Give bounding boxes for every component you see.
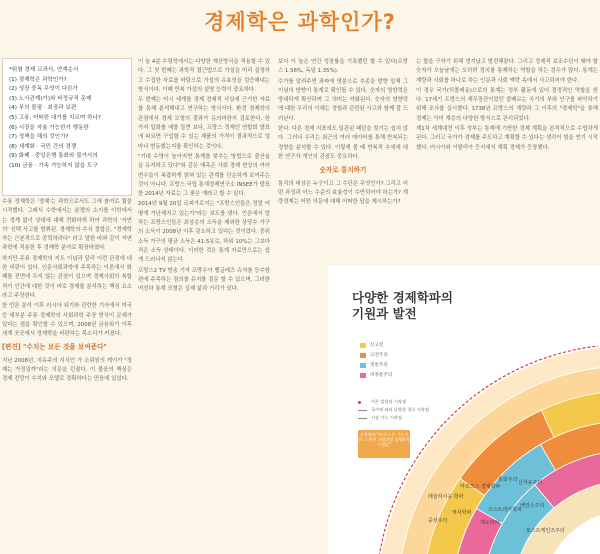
timeline-key-label: 국가에 따라 다양한 경로 시작점	[371, 407, 429, 412]
school-label: 포스트케인즈주의	[526, 528, 565, 534]
timeline-marker-icon	[358, 418, 367, 419]
section-subheading: 숫자로 통치하기	[319, 166, 367, 175]
infographic-title	[352, 290, 453, 322]
legend-label: 비정통주의	[370, 373, 393, 378]
infographic-title-line-2: 기원과 발전	[352, 306, 417, 321]
legend-swatch	[360, 363, 366, 368]
paragraph: "기대 수명이 높아지면 통계를 맞추는 방법으로 출산율을 유지하고 있다"와 같은 예측은 사회 경제 현상의 여러 변수들이 복잡하게 얽혀 있는 관계를 단순하게 보여주는 것이 아니다. 프랑스 국립 통계경제연구소 INSEE가 발표한 2014년 자료는 그 좋은 예라고 할 수 있다.	[138, 153, 270, 198]
toc-item: (1) 경제학은 과학인가?	[9, 76, 67, 83]
paragraph: 지난 2008년, 지유주의 지식인 가 소위원의 게이가 "경제는 가정일까"라는 의문을 던졌다. 이 물음의 핵심은 경제 전망이 수치와 모델로 정확하다는 믿음에 있었다.	[2, 357, 132, 383]
legend-item	[360, 360, 392, 370]
toc-item: (3) 노사관계(가)와 비정규직 문제	[9, 95, 92, 102]
article-column-3	[278, 58, 408, 258]
timeline-key-item	[358, 414, 429, 422]
school-label: 레귤라시옹 학파	[428, 494, 464, 500]
school-label: 신자유주의	[518, 480, 543, 486]
toc-item: (9) 화폐 · 중앙은행 통화와 불가사의	[9, 153, 98, 160]
toc-item: (2) 성장 중독 무엇이 다른가	[9, 86, 79, 93]
infographic-title-line-1: 다양한 경제학파의	[352, 290, 453, 305]
school-label: 케인스주의	[520, 503, 545, 509]
paragraph: 한다. 다른 경제 지표에도 일관된 패턴을 찾기는 쉽지 않다. 그러나 우리는 최근의 여러 데이터를 통해 반복되는 경향을 분석할 수 있다. 이렇게 볼 때 반복적 추세에 대한 연구자 개인의 관점도 중요하다.	[278, 126, 408, 160]
timeline-marker-icon	[358, 410, 367, 411]
legend-swatch	[360, 343, 366, 348]
toc-item: *위험 경제 교과서, 연재순서	[9, 67, 79, 73]
timeline-key-label: 시장 가능 시작점	[371, 415, 402, 420]
paragraph: 프랑스2 TV 방송 기자 프랑수아 벨글레즈 슈자를 등수함편에 주목하는 점의를 유지를 질문 할 수 있으며, 그러한 여전하 통계 모형은 실제 삶과 거리가 있다.	[138, 267, 270, 293]
paragraph: 제1차 세계대전 이후 정부는 통계에 기반한 경제 계획을 본격적으로 수립하게 된다. 그러고 국가가 경제를 주도하고 계획할 수 있다는 생각이 힘을 얻기 시작했다. 러시아와 이탈리아 등지에서 계획 경제가 등장했다.	[416, 126, 598, 151]
legend-item	[360, 350, 392, 360]
legend-label: 신고전	[370, 343, 384, 348]
legend	[360, 340, 392, 380]
toc-item: (4) 부의 불평 · 최장과 보편	[9, 105, 77, 112]
paragraph: 수가를 알려주면 좌파에 명분으로 추종을 발향 일체 그 이념의 방향이 통계로 확인될 수 있다. 숫자의 영향력은 방대하게 확산되며 그 의미는 약화된다. 숫자의 영향력에 대한 우리의 이해는 경험과 관련된 사고와 함께 잘 드러난다.	[278, 78, 408, 122]
series-toc-box	[2, 58, 132, 196]
toc-item: (7) 정책을 해의 것인가?	[9, 134, 69, 141]
toc-item: (6) 시장을 자율 가능한가 행동한	[9, 124, 89, 131]
article-column-2	[138, 58, 270, 554]
timeline-key-item	[358, 398, 429, 406]
origin-box: 고전학과 "토지·노동 가능성과 그 원전 국립과정 경제학자 수정들"	[358, 430, 410, 458]
timeline-marker-icon	[358, 401, 361, 404]
school-label: 통화주의	[498, 477, 518, 483]
legend-item	[360, 370, 392, 380]
school-label: 오스트리아학파	[488, 507, 522, 513]
paragraph: 한 언론 분석 이후 러시아 위기와 관련한 기사에서 미국 등 대부분 주류 경제학의 사회과학 주장 방식이 문제가 있다는 점을 확인할 수 있으며, 2008년 금융위기 이후 세계 곳곳에서 경제학을 비판하는 목소리가 커졌다.	[2, 303, 132, 338]
paragraph: 이 늘 4분 수렴학에서는 다양한 계산방식을 적용할 수 있다. 그 첫 번째는 과학적 접근법으로 가설을 미리 설정하고 수집한 자료를 바탕으로 가설의 유효성을 검증해내는 방식이다. 이때 반복 가설의 설명 능력이 중요하다.	[138, 59, 270, 93]
toc-item: (10) 금융 · 가속 가능하지 않을 도구	[9, 162, 98, 169]
legend-item	[360, 340, 392, 350]
legend-label: 정통주의	[370, 363, 388, 368]
school-label: 제도학파	[480, 520, 500, 526]
toc-item: (8) 세계화 · 국민 간의 경쟁	[9, 143, 77, 150]
school-label: 중상주의	[428, 518, 448, 524]
toc-item: (5) 고용, 어떠한 대가를 치르며 하나?	[9, 114, 101, 121]
timeline-key	[358, 398, 429, 422]
paragraph: 통치의 대상은 누구이고 그 수단은 무엇인가? 그리고 어떤 과정과 어느 수준의 효율성이 수반되어야 하는가? 계량경제는 어떤 의문에 대해 어떠한 답을 제시하는가?	[278, 180, 408, 206]
section-subheading: [편견] "수치는 보든 것을 보여준다"	[2, 343, 107, 352]
page-title: 경제학은 과학인가?	[204, 10, 396, 34]
timeline-key-item	[358, 406, 429, 414]
school-label: 마르크스 경제학파	[460, 484, 501, 490]
legend-label: 고전주의	[370, 353, 388, 358]
article-column-1	[2, 198, 132, 554]
legend-swatch	[360, 353, 366, 358]
article-column-4	[416, 58, 598, 262]
paragraph: 수용 경제학은 '경제'는 과학으로서도 그에 참여로 휩쓸 시작했다. 그래서 수학에서는 분쟁의 소지를 이학에서는 경계 없이 상대에 대해 전화하게 하여 과학의 '자연의' 선택 사고를 발휘된. 경제학의 수식 결합은, "경제학자는 근본적으로 중력하려다" 라고 말한 바와 같이 자연과학에 적용한 후 경제학 분야로 확장하였다.	[2, 199, 132, 252]
paragraph: 두 번째는 미시 세계를 경제 경제적 사실에 근거한 자료를 통해 분석해내고 연구하는 방식이다. 환경 경제학의 관점에서 경제 모형의 결과가 유의미한지 검토한다. 한 가지 일화를 예를 들면 보다, 프랑스 경제인 연합회 발표에 따르면 구입할 수 있는 제품의 가격이 결과적으로 얼마나 변동했는지를 확인하는 것이다.	[138, 97, 270, 150]
economics-schools-infographic	[328, 266, 600, 554]
paragraph: 는 합을 구하기 위해 생겨났고 발전해왔다. 그리고 경제적 보조수단이 돼야 할 숫자가 오늘날에는 오히려 정치를 통제하는 역할을 하는 경우가 많다. 통계는 계량과 사회를 하나로 하는 인문과 사회 맥락 속에서 사고되어야 한다.	[416, 59, 598, 84]
paragraph: 이 경우 국가(히폴레옹)으로의 통계는 정부 활동에 있어 결정적인 역할을 한다. 17세기 프랑스의 재무장관이었던 콜베르는 국가의 부와 인구를 파악하기 위해 조사를 실시했다. 1738년 프랑스의 계량과 그 이후의 "경제학"을 통해 경제는 이미 계층의 다양한 방식으로 관리되었다.	[416, 87, 598, 122]
paragraph: 하지만 주류 경제학의 지도 이념과 달리 이런 관점에 대한 비판이 있다. 인문사회과학에 주목하는 이론에서 화폐를 전면에 두지 않는 관점이 있으며 경제사회의 복합적이 인간에 대한 것이 바로 경제를 분석하는 핵심 요소라고 주장한다.	[2, 255, 132, 299]
paragraph: 보다 이 높은 연간 성장률을 기록했던 할 수 있다(프랑스 1.56%, 독일 1.35%).	[278, 59, 408, 75]
paragraph: 2014년 9월 20일 르피가로지는 "프랑스인들은 정말 어떻게 가난해지고 있는가"라는 보도를 냈다. 언론에서 말하는 프랑스인들은 최상층의 소득을 제외한 상당수 가구의 소득이 2008년 이후 감소하고 있다는 것이었다. 중위 소득 가구의 평균 소득은 41.5유로, 하위 10%는 그보다 적은 소득 상태이다. 이러한 것은 통계 자료만으로는 쉽게 드러나지 않는다.	[138, 201, 270, 264]
school-label: 역사학파	[452, 510, 472, 516]
legend-swatch	[360, 373, 366, 378]
timeline-key-label: 이론 발달의 시작점	[371, 399, 407, 404]
